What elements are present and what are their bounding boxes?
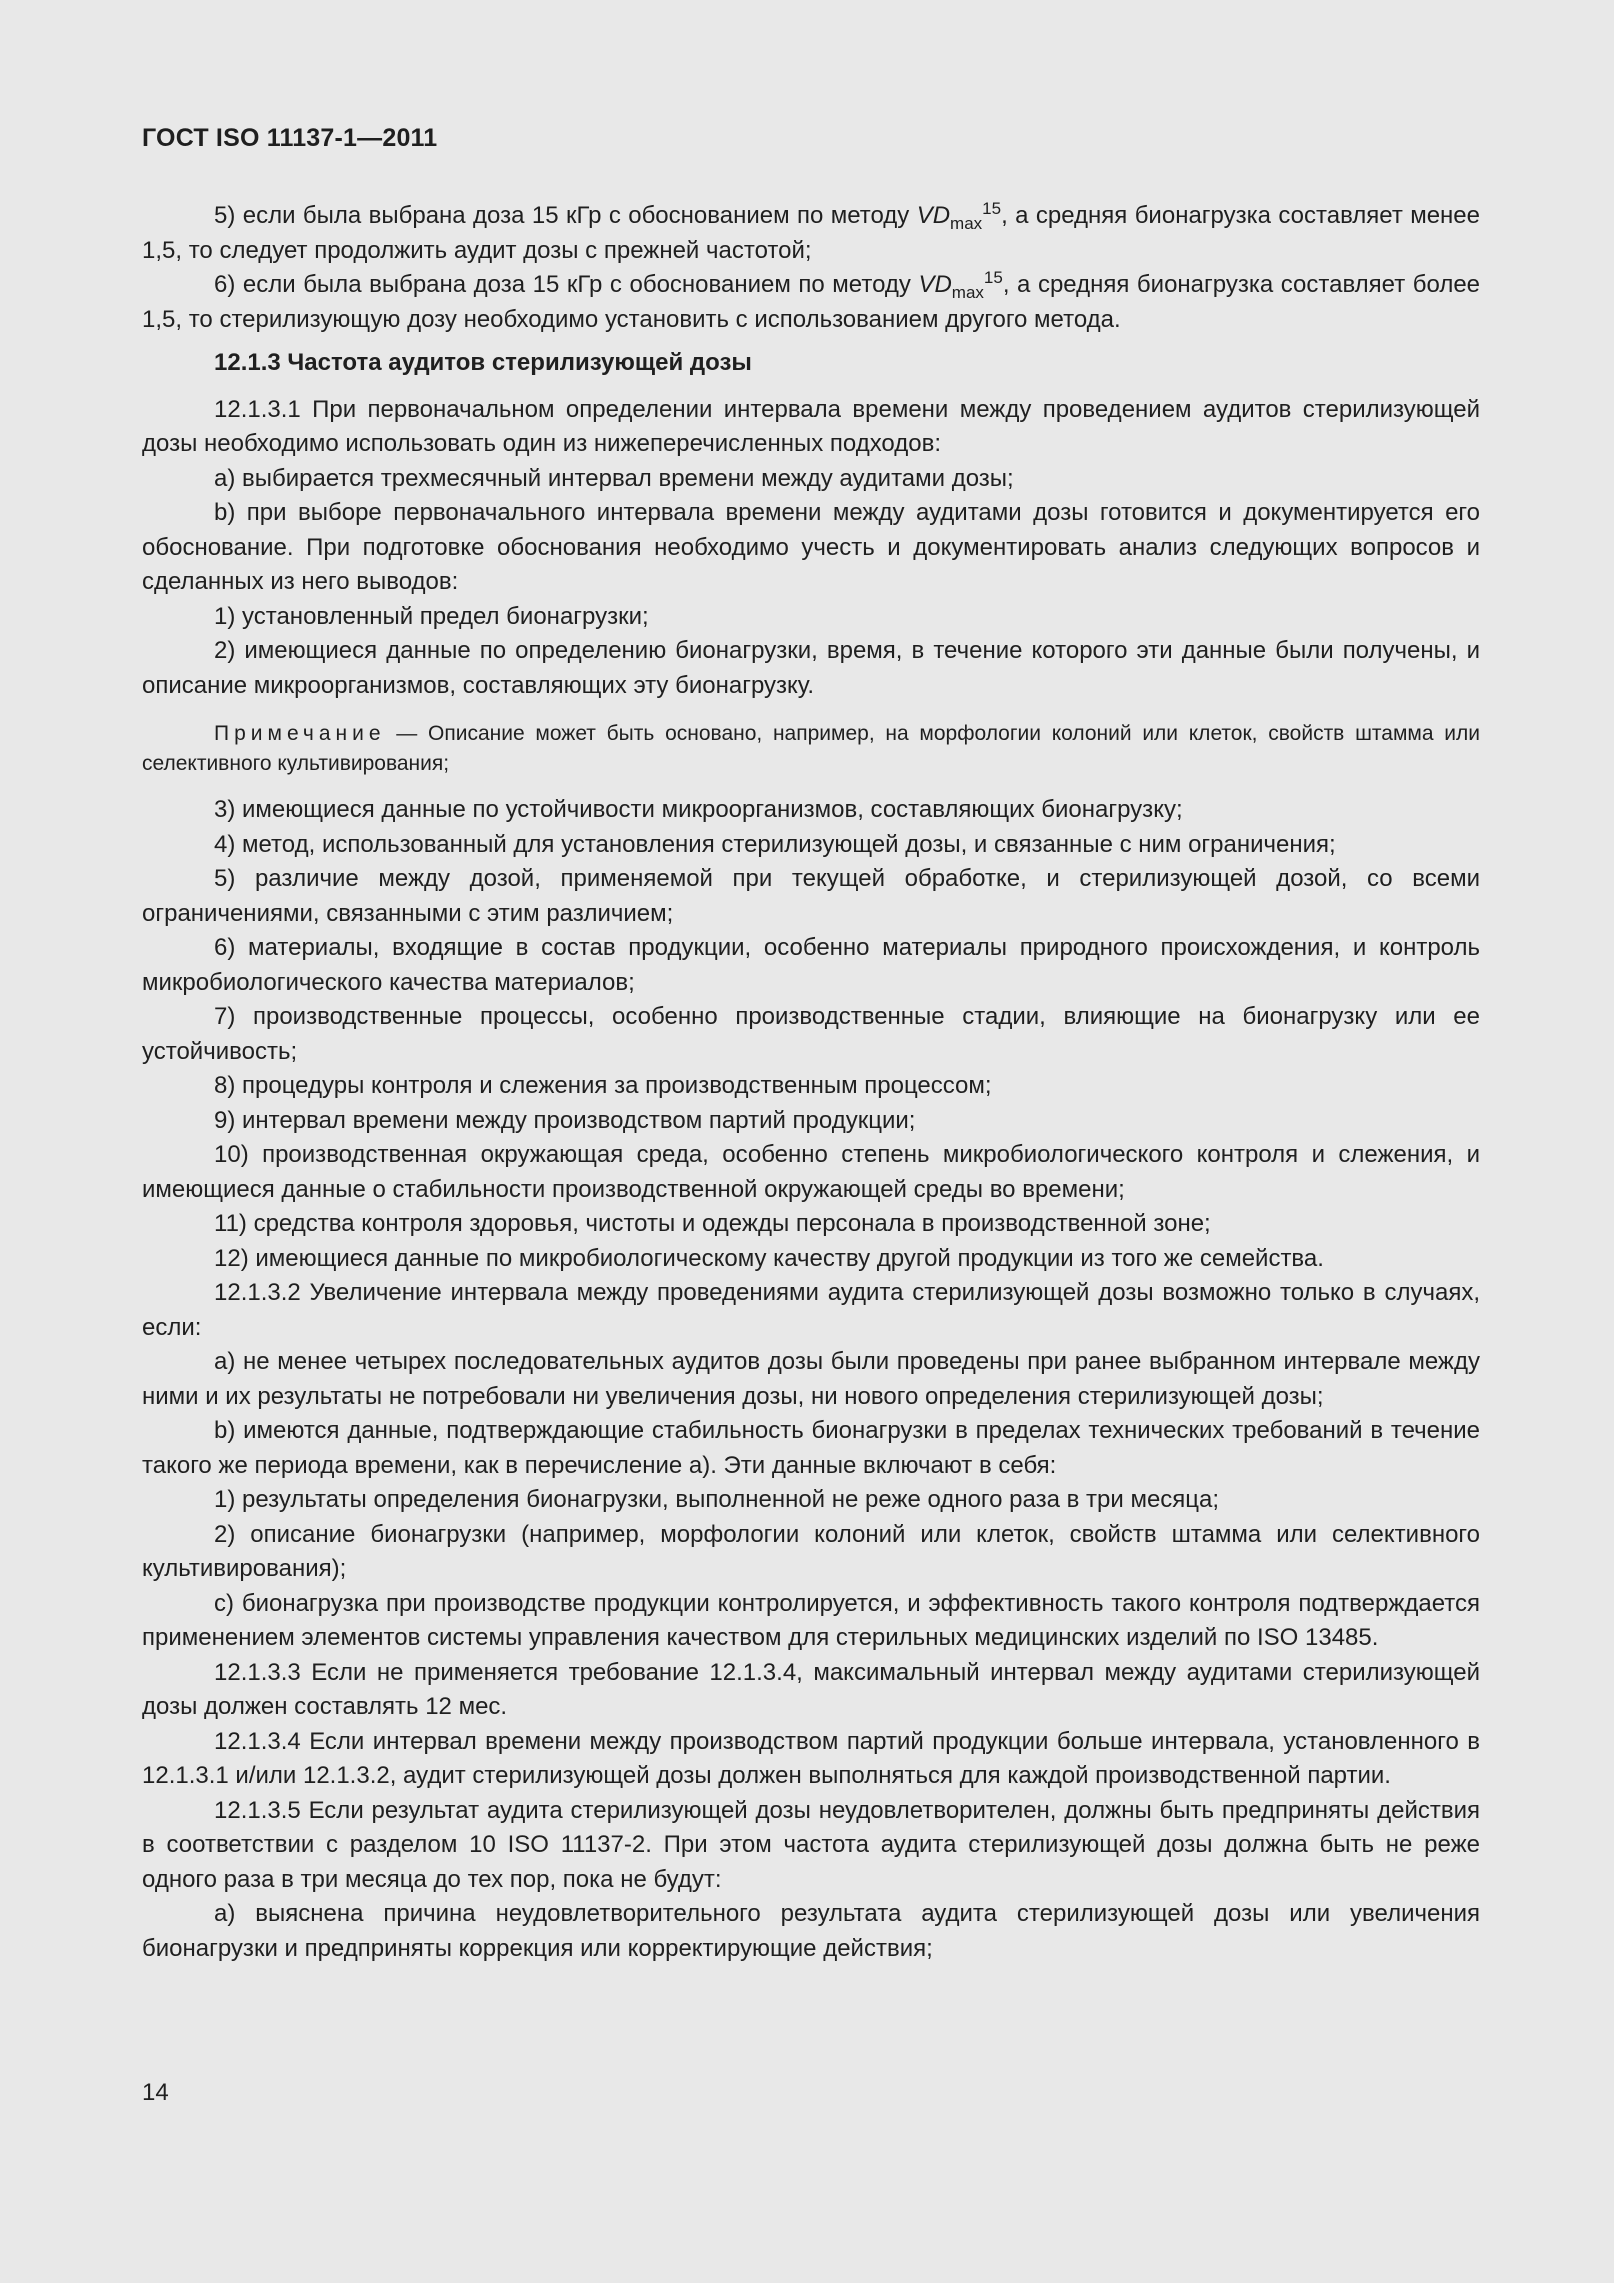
list-item-a: a) не менее четырех последовательных аудитов дозы были проведены при ранее выбранном интервале между ними и их результаты не потребовали ни увеличения дозы, ни нового определения стерилизующей дозы;: [142, 1348, 1480, 1410]
vdmax-symbol: VD: [918, 271, 952, 298]
section-heading-12-1-3: 12.1.3 Частота аудитов стерилизующей дозы: [214, 349, 752, 376]
list-item-6: 6) материалы, входящие в состав продукции, особенно материалы природного происхождения, и контроль микробиологического качества материалов;: [142, 934, 1480, 996]
text-segment: , а средняя бионагрузка составляет менее 1,5, то следует продолжить аудит дозы с прежней частотой;: [142, 202, 1481, 264]
list-item-3: 3) имеющиеся данные по устойчивости микроорганизмов, составляющих бионагрузку;: [214, 796, 1183, 823]
clause-12-1-3-5: 12.1.3.5 Если результат аудита стерилизующей дозы неудовлетворителен, должны быть предприняты действия в соответствии с разделом 10 ISO 11137-2. При этом частота аудита стерилизующей дозы должна быть не реже одного раза в три месяца до тех пор, пока не будут:: [142, 1796, 1480, 1893]
list-item-b: b) при выборе первоначального интервала времени между аудитами дозы готовится и документируется его обоснование. При подготовке обоснования необходимо учесть и документировать анализ следующих вопросов и сделанных из него выводов:: [142, 499, 1480, 595]
list-item-10: 10) производственная окружающая среда, особенно степень микробиологического контроля и слежения, и имеющиеся данные о стабильности производственной окружающей среды во времени;: [142, 1141, 1480, 1203]
list-item-2: 2) описание бионагрузки (например, морфологии колоний или клеток, свойств штамма или селективного культивирования);: [142, 1520, 1480, 1582]
text-segment: 5) если была выбрана доза 15 кГр с обоснованием по методу: [214, 202, 917, 229]
list-item-9: 9) интервал времени между производством партий продукции;: [214, 1106, 916, 1134]
list-item-1: 1) установленный предел бионагрузки;: [214, 602, 649, 630]
vdmax-superscript: 15: [982, 199, 1002, 218]
list-item-1: 1) результаты определения бионагрузки, выполненной не реже одного раза в три месяца;: [214, 1486, 1220, 1513]
list-item-7: 7) производственные процессы, особенно производственные стадии, влияющие на бионагрузку или ее устойчивость;: [142, 1003, 1480, 1065]
text-segment: 6) если была выбрана доза 15 кГр с обоснованием по методу: [214, 271, 919, 298]
list-item-a: a) выяснена причина неудовлетворительного результата аудита стерилизующей дозы или увеличения бионагрузки и предприняты коррекция или корректирующие действия;: [142, 1900, 1480, 1962]
vdmax-subscript: max: [951, 282, 984, 302]
list-item-b: b) имеются данные, подтверждающие стабильность бионагрузки в пределах технических требований в течение такого же периода времени, как в перечисление a). Эти данные включают в себя:: [142, 1417, 1480, 1479]
clause-12-1-3-1: 12.1.3.1 При первоначальном определении интервала времени между проведением аудитов стерилизующей дозы необходимо использовать один из нижеперечисленных подходов:: [142, 395, 1480, 457]
page-number: 14: [142, 2079, 169, 2106]
vdmax-superscript: 15: [983, 268, 1003, 287]
list-item-4: 4) метод, использованный для установления стерилизующей дозы, и связанные с ним ограничения;: [214, 830, 1336, 858]
list-item-5: 5) различие между дозой, применяемой при текущей обработке, и стерилизующей дозой, со всеми ограничениями, связанными с этим различием;: [142, 865, 1480, 927]
note-label: Примечание: [214, 722, 386, 745]
list-item-12: 12) имеющиеся данные по микробиологическому качеству другой продукции из того же семейства.: [214, 1244, 1324, 1272]
list-item-6-vdmax: [142, 268, 1480, 337]
text-segment: , а средняя бионагрузка составляет более 1,5, то стерилизующую дозу необходимо установить с использованием другого метода.: [142, 271, 1481, 333]
list-item-5-vdmax: [142, 199, 1480, 268]
list-item-c: c) бионагрузка при производстве продукции контролируется, и эффективность такого контроля подтверждается применением элементов системы управления качеством для стерильных медицинских изделий по ISO 13485.: [142, 1589, 1480, 1651]
vdmax-symbol: VD: [916, 202, 951, 229]
clause-12-1-3-2: 12.1.3.2 Увеличение интервала между проведениями аудита стерилизующей дозы возможно только в случаях, если:: [142, 1279, 1480, 1341]
note-paragraph: [142, 719, 1480, 779]
list-item-11: 11) средства контроля здоровья, чистоты и одежды персонала в производственной зоне;: [214, 1210, 1211, 1237]
vdmax-subscript: max: [950, 213, 983, 233]
note-text: — Описание может быть основано, например, на морфологии колоний или клеток, свойств штамма или селективного культивирования;: [142, 722, 1480, 775]
list-item-8: 8) процедуры контроля и слежения за производственным процессом;: [214, 1072, 992, 1099]
list-item-a: a) выбирается трехмесячный интервал времени между аудитами дозы;: [214, 464, 1014, 492]
standard-header: ГОСТ ISO 11137-1—2011: [142, 124, 438, 152]
clause-12-1-3-4: 12.1.3.4 Если интервал времени между производством партий продукции больше интервала, установленного в 12.1.3.1 и/или 12.1.3.2, аудит стерилизующей дозы должен выполняться для каждой производственной партии.: [142, 1727, 1480, 1789]
clause-12-1-3-3: 12.1.3.3 Если не применяется требование 12.1.3.4, максимальный интервал между аудитами стерилизующей дозы должен составлять 12 мес.: [142, 1658, 1480, 1720]
body-text: [142, 199, 1480, 1966]
list-item-2: 2) имеющиеся данные по определению бионагрузки, время, в течение которого эти данные были получены, и описание микроорганизмов, составляющих эту бионагрузку.: [142, 637, 1480, 699]
